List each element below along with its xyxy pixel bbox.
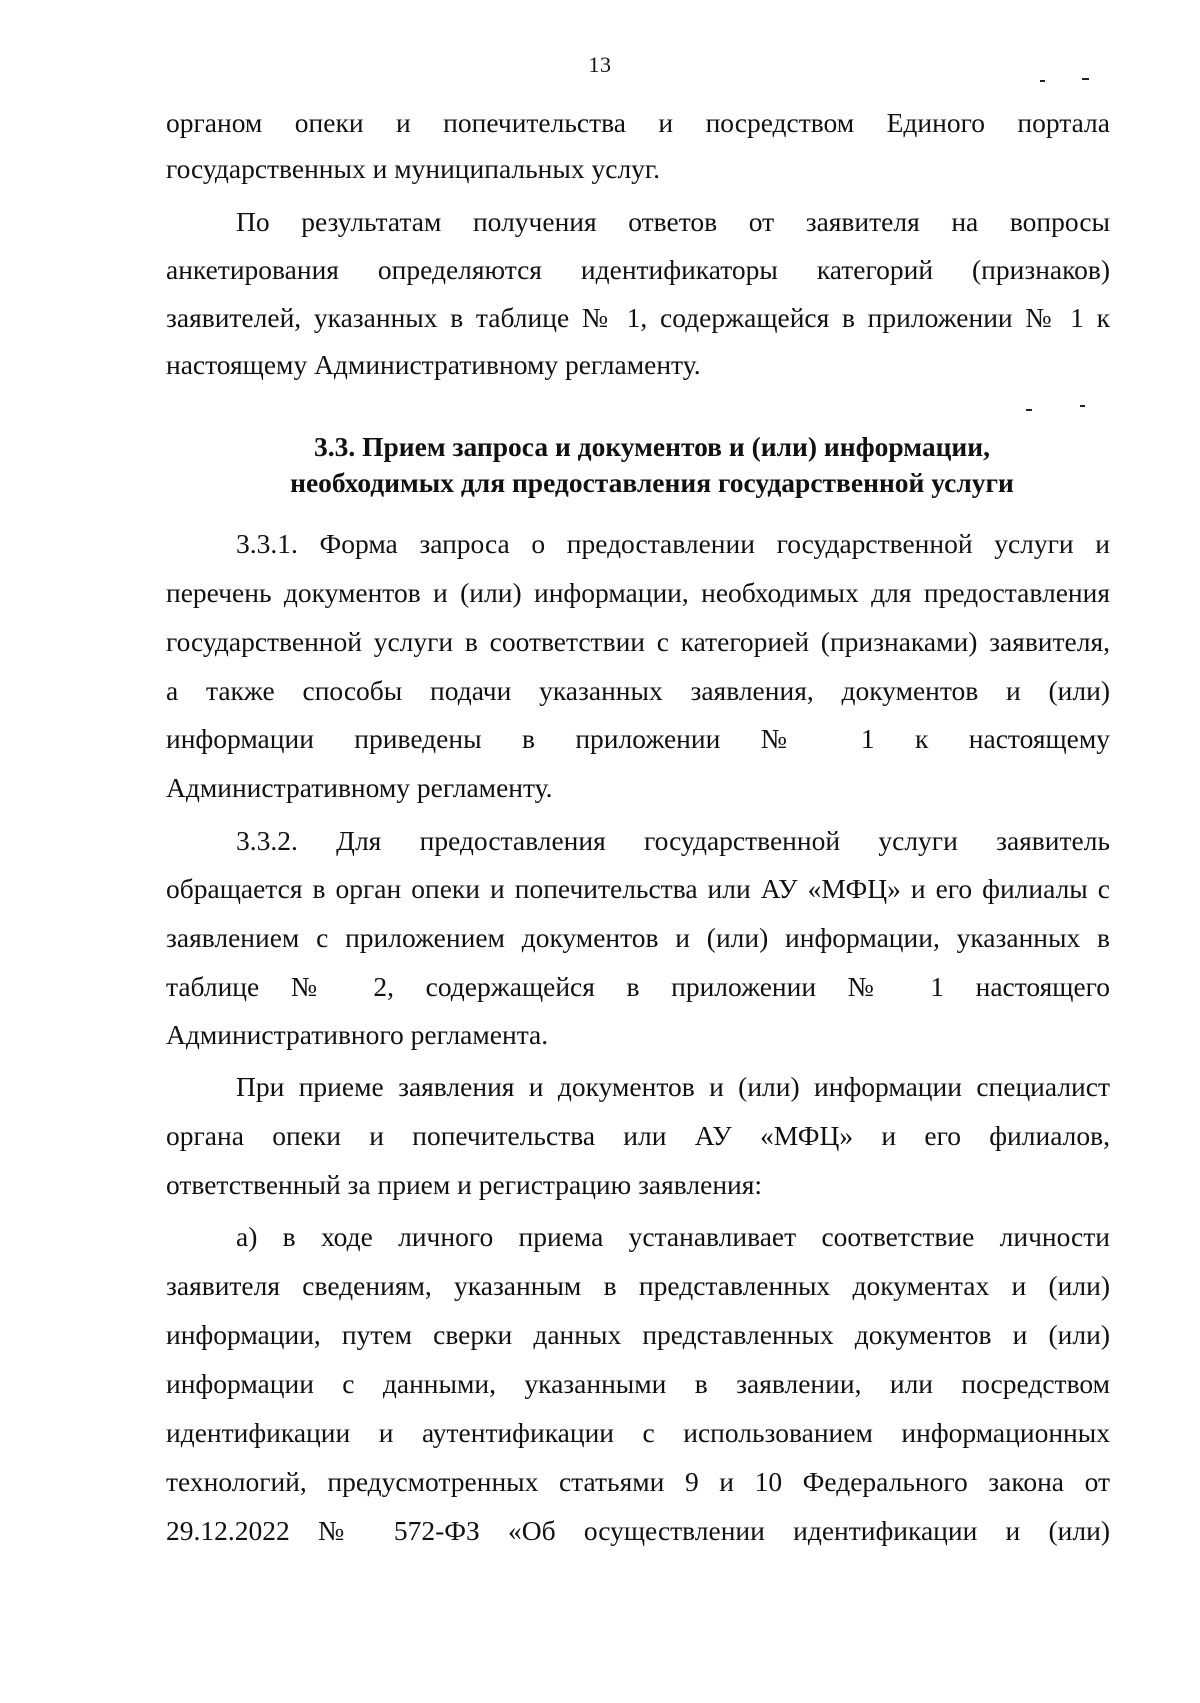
text-line: заявителей, указанных в таблице № 1, содержащейся в приложении № 1 к	[166, 302, 1110, 333]
text-line: технологий, предусмотренных статьями 9 и 10 Федерального закона от	[166, 1466, 1110, 1497]
text-line: заявлением с приложением документов и (или) информации, указанных в	[166, 922, 1110, 953]
section-heading: необходимых для предоставления государственной услуги	[290, 467, 1014, 498]
text-line: информации приведены в приложении № 1 к настоящему	[166, 723, 1110, 754]
text-line: Административному регламенту.	[166, 772, 553, 803]
text-line: государственной услуги в соответствии с категорией (признаками) заявителя,	[166, 626, 1110, 657]
text-line: государственных и муниципальных услуг.	[166, 153, 660, 184]
section-heading: 3.3. Прием запроса и документов и (или) информации,	[314, 431, 990, 462]
text-line: таблице № 2, содержащейся в приложении № 1 настоящего	[166, 971, 1110, 1002]
text-line: информации, путем сверки данных представленных документов и (или)	[166, 1319, 1110, 1350]
text-line: 3.3.1. Форма запроса о предоставлении государственной услуги и	[236, 528, 1110, 559]
text-line: заявителя сведениям, указанным в представленных документах и (или)	[166, 1270, 1110, 1301]
text-line: органа опеки и попечительства или АУ «МФЦ» и его филиалов,	[166, 1120, 1110, 1151]
text-line: настоящему Административному регламенту.	[166, 349, 701, 380]
page-number: 13	[588, 52, 612, 77]
text-line: обращается в орган опеки и попечительства или АУ «МФЦ» и его филиалы с	[166, 873, 1110, 904]
scan-artifact-mark	[1040, 80, 1045, 82]
text-line: анкетирования определяются идентификаторы категорий (признаков)	[166, 254, 1110, 285]
text-line: По результатам получения ответов от заявителя на вопросы	[236, 206, 1110, 237]
text-line: а) в ходе личного приема устанавливает соответствие личности	[236, 1221, 1110, 1252]
text-line: органом опеки и попечительства и посредством Единого портала	[166, 107, 1110, 138]
text-line: ответственный за прием и регистрацию заявления:	[166, 1169, 763, 1200]
text-line: а также способы подачи указанных заявления, документов и (или)	[166, 675, 1110, 706]
text-line: Административного регламента.	[166, 1019, 549, 1050]
text-line: При приеме заявления и документов и (или) информации специалист	[236, 1071, 1110, 1102]
scan-artifact-mark	[1080, 405, 1085, 407]
text-line: информации с данными, указанными в заявлении, или посредством	[166, 1368, 1110, 1399]
scan-artifact-mark	[1026, 409, 1032, 411]
text-line: идентификации и аутентификации с использованием информационных	[166, 1417, 1110, 1448]
scan-artifact-mark	[1082, 78, 1089, 80]
text-line: 3.3.2. Для предоставления государственной услуги заявитель	[236, 825, 1110, 856]
text-line: 29.12.2022 № 572-ФЗ «Об осуществлении идентификации и (или)	[166, 1515, 1110, 1546]
text-line: перечень документов и (или) информации, необходимых для предоставления	[166, 577, 1110, 608]
